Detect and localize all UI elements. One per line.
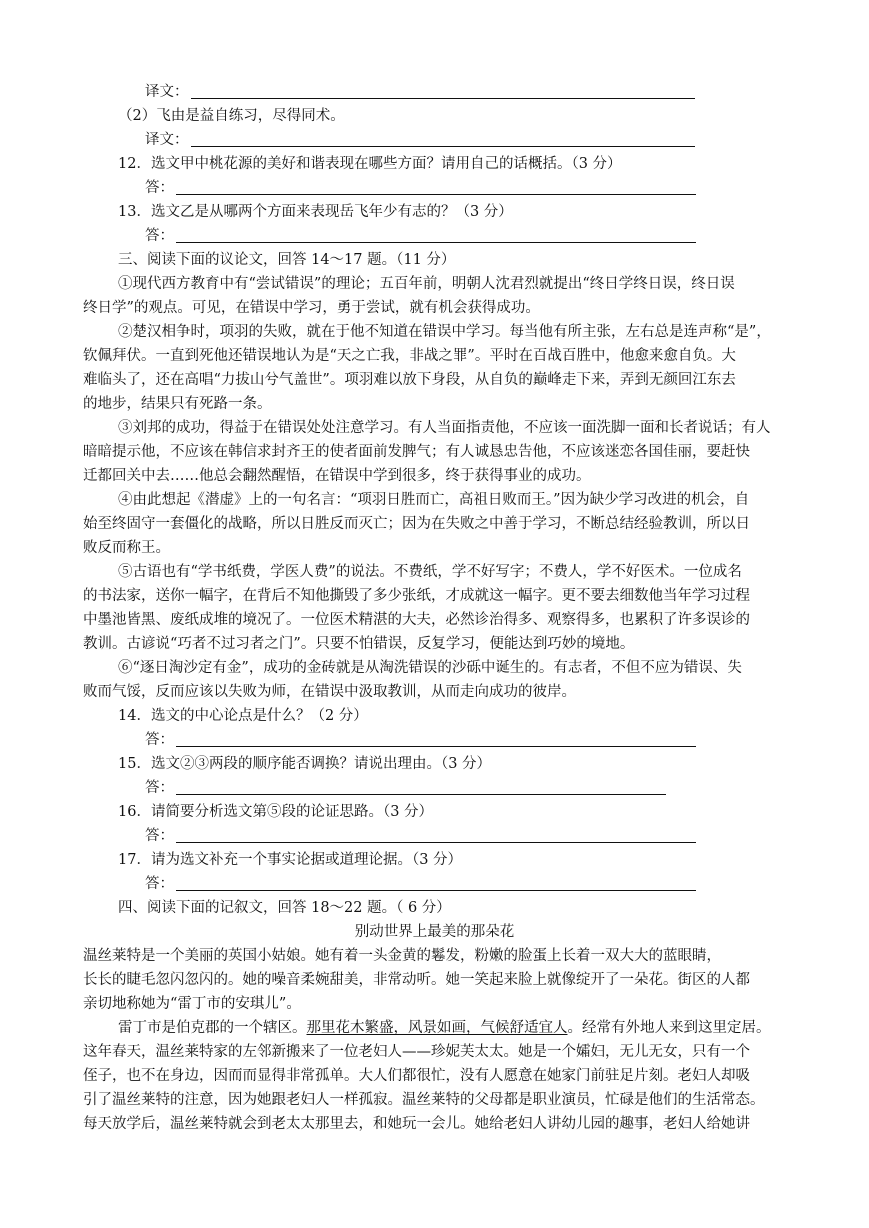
essay-line: 难临头了，还在高唱“力拔山兮气盖世”。项羽难以放下身段，从自负的巅峰走下来，弄到无颜回江东去 [83,372,736,388]
question-11-item-2: （2）飞由是益自练习，尽得同术。 [118,108,345,124]
story-line: 温丝莱特是一个美丽的英国小姑娘。她有着一头金黄的鬈发，粉嫩的脸蛋上长着一双大大的蓝眼睛， [83,948,721,964]
translation-label: 译文： [145,84,189,100]
answer-label: 答： [145,780,174,796]
answer-line-12[interactable] [145,178,696,198]
essay-line: 的书法家，送你一幅字，在背后不知他撕毁了多少张纸，才成就这一幅字。更不要去细数他当年学习过程 [83,588,750,604]
answer-label: 答： [145,828,174,844]
answer-line-11-2[interactable] [145,130,695,150]
story-line: 这年春天，温丝莱特家的左邻新搬来了一位老妇人——珍妮芙太太。她是一个孀妇，无儿无女，只有一个 [83,1044,750,1060]
essay-line: ⑥“逐日淘沙定有金”，成功的金砖就是从淘洗错误的沙砾中诞生的。有志者，不但不应为错误、失 [118,660,742,676]
essay-line: ②楚汉相争时，项羽的失败，就在于他不知道在错误中学习。每当他有所主张，左右总是连声称“是”， [118,324,771,340]
essay-line: 中墨池皆黑、废纸成堆的境况了。一位医术精湛的大夫，必然诊治得多、观察得多，也累积了许多误诊的 [83,612,750,628]
answer-line-15[interactable] [145,778,666,798]
essay-line: 始至终固守一套僵化的战略，所以日胜反而灭亡；因为在失败之中善于学习，不断总结经验教训，所以日 [83,516,750,532]
underlined-sentence: 那里花木繁盛，风景如画，气候舒适宜人 [306,1020,568,1036]
story-line: 雷丁市是伯克郡的一个辖区。那里花木繁盛，风景如画，气候舒适宜人。经常有外地人来到这里定居。 [118,1020,771,1036]
answer-line-11-1[interactable] [145,82,695,102]
essay-line: ⑤古语也有“学书纸费，学医人费”的说法。不费纸，学不好写字；不费人，学不好医术。一位成名 [118,564,742,580]
essay-line: 暗暗提示他，不应该在韩信求封齐王的使者面前发脾气；有人诚恳忠告他，不应该迷恋各国佳丽，要赶快 [83,444,750,460]
essay-line: 败反而称王。 [83,540,170,556]
essay-line: ①现代西方教育中有“尝试错误”的理论；五百年前，明朝人沈君烈就提出“终日学终日误，终日误 [118,276,735,292]
story-line: 引了温丝莱特的注意，因为她跟老妇人一样孤寂。温丝莱特的父母都是职业演员，忙碌是他们的生活常态。 [83,1092,765,1108]
question-14: 14．选文的中心论点是什么？（2 分） [118,708,368,724]
story-line: 侄子，也不在身边，因而而显得非常孤单。大人们都很忙，没有人愿意在她家门前驻足片刻。老妇人却吸 [83,1068,750,1084]
story-line: 长长的睫毛忽闪忽闪的。她的噪音柔婉甜美，非常动听。她一笑起来脸上就像绽开了一朵花。街区的人都 [83,972,750,988]
story-title: 别动世界上最美的那朵花 [354,924,515,940]
question-12: 12．选文甲中桃花源的美好和谐表现在哪些方面？请用自己的话概括。（3 分） [118,156,622,172]
answer-line-14[interactable] [145,730,696,750]
essay-line: 教训。古谚说“巧者不过习者之门”。只要不怕错误，反复学习，便能达到巧妙的境地。 [83,636,635,652]
essay-line: 终日学”的观点。可见，在错误中学习，勇于尝试，就有机会获得成功。 [83,300,540,316]
translation-label: 译文： [145,132,189,148]
answer-label: 答： [145,228,174,244]
question-13: 13．选文乙是从哪两个方面来表现岳飞年少有志的？（3 分） [118,204,513,220]
essay-line: 迁都回关中去……他总会翻然醒悟，在错误中学到很多，终于获得事业的成功。 [83,468,591,484]
answer-label: 答： [145,732,174,748]
answer-line-17[interactable] [145,874,696,894]
story-line: 每天放学后，温丝莱特就会到老太太那里去，和她玩一会儿。她给老妇人讲幼儿园的趣事，老妇人给她讲 [83,1116,750,1132]
section-3-heading: 三、阅读下面的议论文，回答 14～17 题。（11 分） [118,252,456,268]
essay-line: 的地步，结果只有死路一条。 [83,396,272,412]
answer-label: 答： [145,180,174,196]
question-16: 16．请简要分析选文第⑤段的论证思路。（3 分） [118,804,434,820]
answer-line-16[interactable] [145,826,696,846]
answer-label: 答： [145,876,174,892]
question-17: 17．请为选文补充一个事实论据或道理论据。（3 分） [118,852,463,868]
story-line: 亲切地称她为“雷丁市的安琪儿”。 [83,996,301,1012]
essay-line: ④由此想起《潜虚》上的一句名言：“项羽日胜而亡，高祖日败而王。”因为缺少学习改进的机会，自 [118,492,750,508]
essay-line: 钦佩拜伏。一直到死他还错误地认为是“天之亡我，非战之罪”。平时在百战百胜中，他愈来愈自负。大 [83,348,736,364]
section-4-heading: 四、阅读下面的记叙文，回答 18～22 题。（ 6 分） [118,900,451,916]
essay-line: 败而气馁，反而应该以失败为师，在错误中汲取教训，从而走向成功的彼岸。 [83,684,576,700]
answer-line-13[interactable] [145,226,696,246]
question-15: 15．选文②③两段的顺序能否调换？请说出理由。（3 分） [118,756,492,772]
essay-line: ③刘邦的成功，得益于在错误处处注意学习。有人当面指责他，不应该一面洗脚一面和长者说话；有人 [118,420,771,436]
